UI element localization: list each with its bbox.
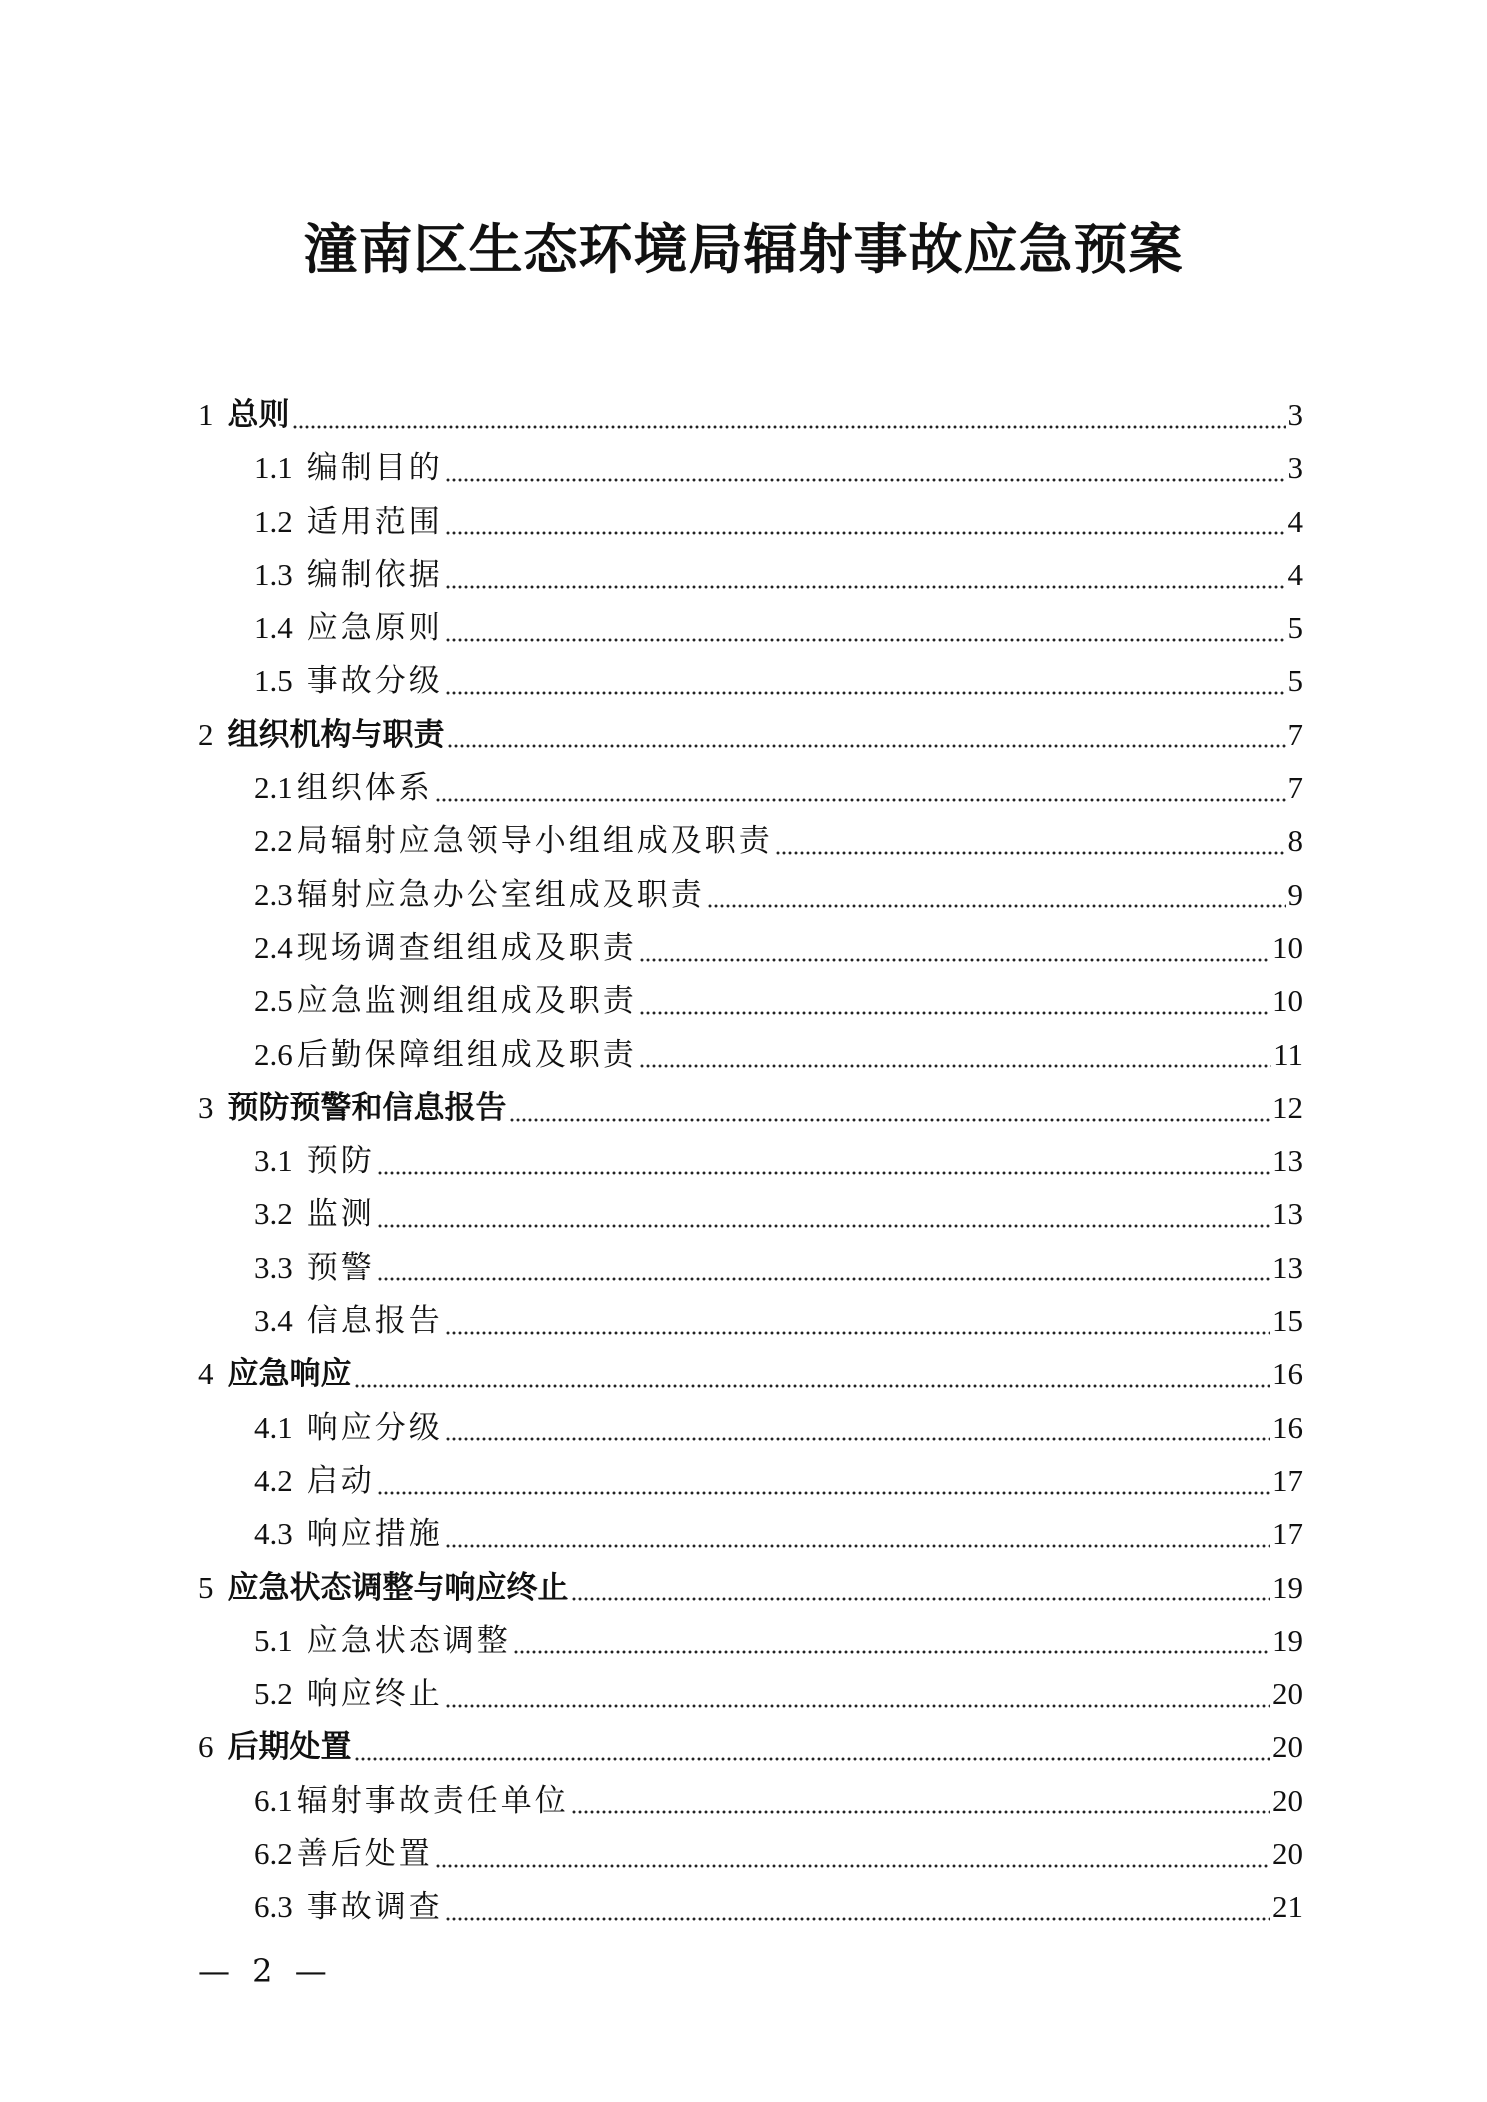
toc-dot-leader (445, 633, 1286, 643)
toc-entry-page: 16 (1272, 1409, 1303, 1445)
toc-entry-label: 后期处置 (227, 1729, 352, 1766)
toc-section-entry[interactable] (198, 1294, 1303, 1347)
toc-section-entry[interactable] (198, 1827, 1303, 1880)
toc-section-entry[interactable] (198, 654, 1303, 707)
toc-section-entry[interactable] (198, 1880, 1303, 1933)
toc-section-entry[interactable] (198, 1187, 1303, 1240)
toc-entry-label: 应急状态调整 (306, 1622, 511, 1659)
toc-entry-label: 编制目的 (306, 450, 443, 487)
page-number: — 2 — (198, 1952, 333, 1990)
toc-entry-number: 4 (198, 1356, 214, 1392)
toc-dot-leader (292, 420, 1286, 430)
toc-entry-page: 10 (1272, 929, 1303, 965)
toc-entry-page: 3 (1287, 397, 1303, 432)
toc-dot-leader (445, 526, 1286, 536)
toc-entry-label: 辐射应急办公室组成及职责 (296, 876, 705, 913)
toc-entry-label: 预防 (306, 1143, 375, 1180)
toc-entry-page: 4 (1287, 503, 1303, 539)
toc-entry-page: 3 (1287, 450, 1303, 486)
toc-dot-leader (513, 1645, 1270, 1655)
toc-entry-number: 4.2 (254, 1462, 293, 1498)
toc-entry-page: 9 (1287, 876, 1303, 912)
toc-section-entry[interactable] (198, 1241, 1303, 1294)
toc-entry-label: 组织机构与职责 (227, 716, 445, 753)
toc-entry-number: 2.5 (254, 983, 293, 1019)
toc-entry-number: 2.1 (254, 770, 293, 806)
toc-dot-leader (354, 1379, 1271, 1389)
toc-dot-leader (445, 1699, 1270, 1709)
toc-entry-number: 2.6 (254, 1036, 293, 1072)
toc-entry-number: 3.4 (254, 1303, 293, 1339)
toc-entry-label: 响应终止 (306, 1676, 443, 1713)
toc-dot-leader (445, 473, 1286, 483)
toc-section-entry[interactable] (198, 601, 1303, 654)
toc-section-entry[interactable] (198, 1774, 1303, 1827)
toc-dot-leader (571, 1592, 1271, 1602)
toc-dot-leader (707, 899, 1286, 909)
toc-dot-leader (447, 739, 1286, 749)
toc-entry-number: 1.3 (254, 556, 293, 592)
toc-entry-number: 1 (198, 397, 214, 432)
toc-entry-label: 事故分级 (306, 663, 443, 700)
toc-section-entry[interactable] (198, 1454, 1303, 1507)
toc-entry-label: 事故调查 (306, 1889, 443, 1926)
toc-dot-leader (445, 1326, 1270, 1336)
toc-entry-page: 15 (1272, 1303, 1303, 1339)
toc-entry-label: 适用范围 (306, 503, 443, 540)
toc-chapter-entry[interactable] (198, 708, 1303, 761)
toc-section-entry[interactable] (198, 495, 1303, 548)
toc-entry-number: 2.2 (254, 823, 293, 859)
toc-entry-number: 3 (198, 1089, 214, 1125)
toc-entry-page: 17 (1272, 1516, 1303, 1552)
toc-section-entry[interactable] (198, 1401, 1303, 1454)
document-title: 潼南区生态环境局辐射事故应急预案 (303, 217, 1184, 282)
toc-entry-page: 20 (1272, 1729, 1303, 1765)
toc-entry-number: 1.1 (254, 450, 293, 486)
toc-section-entry[interactable] (198, 1614, 1303, 1667)
toc-entry-number: 2.4 (254, 929, 293, 965)
table-of-contents (198, 388, 1303, 1934)
toc-dot-leader (435, 1859, 1270, 1869)
toc-entry-label: 应急状态调整与响应终止 (227, 1569, 569, 1606)
toc-section-entry[interactable] (198, 441, 1303, 494)
toc-entry-label: 现场调查组组成及职责 (296, 929, 637, 966)
toc-entry-label: 局辐射应急领导小组组成及职责 (296, 823, 773, 860)
toc-section-entry[interactable] (198, 814, 1303, 867)
toc-section-entry[interactable] (198, 1134, 1303, 1187)
toc-entry-page: 20 (1272, 1782, 1303, 1818)
toc-entry-page: 7 (1287, 716, 1303, 752)
toc-dot-leader (354, 1752, 1271, 1762)
toc-dot-leader (377, 1166, 1270, 1176)
toc-section-entry[interactable] (198, 868, 1303, 921)
toc-entry-number: 2.3 (254, 876, 293, 912)
toc-dot-leader (639, 953, 1270, 963)
toc-section-entry[interactable] (198, 1667, 1303, 1720)
toc-entry-number: 6.2 (254, 1836, 293, 1872)
toc-entry-number: 6.1 (254, 1782, 293, 1818)
toc-entry-label: 总则 (227, 397, 290, 433)
toc-entry-page: 12 (1272, 1089, 1303, 1125)
toc-entry-page: 13 (1272, 1249, 1303, 1285)
toc-dot-leader (775, 846, 1286, 856)
toc-entry-number: 1.5 (254, 663, 293, 699)
toc-entry-number: 6.3 (254, 1889, 293, 1925)
toc-entry-label: 监测 (306, 1196, 375, 1233)
toc-chapter-entry[interactable] (198, 1561, 1303, 1614)
toc-entry-number: 2 (198, 716, 214, 752)
toc-entry-page: 17 (1272, 1462, 1303, 1498)
toc-dot-leader (445, 686, 1286, 696)
toc-entry-page: 5 (1287, 610, 1303, 646)
toc-entry-label: 信息报告 (306, 1303, 443, 1340)
toc-dot-leader (377, 1486, 1270, 1496)
toc-entry-label: 启动 (306, 1462, 375, 1499)
toc-dot-leader (445, 580, 1286, 590)
toc-entry-label: 应急原则 (306, 610, 443, 647)
toc-entry-number: 5.1 (254, 1622, 293, 1658)
toc-entry-number: 1.4 (254, 610, 293, 646)
toc-entry-page: 20 (1272, 1676, 1303, 1712)
toc-entry-page: 20 (1272, 1836, 1303, 1872)
toc-entry-page: 11 (1273, 1036, 1303, 1072)
toc-entry-number: 3.2 (254, 1196, 293, 1232)
toc-entry-page: 5 (1287, 663, 1303, 699)
toc-entry-label: 善后处置 (296, 1836, 433, 1873)
toc-entry-label: 应急监测组组成及职责 (296, 983, 637, 1020)
toc-entry-number: 1.2 (254, 503, 293, 539)
toc-entry-label: 响应措施 (306, 1516, 443, 1553)
toc-entry-page: 21 (1272, 1889, 1303, 1925)
toc-dot-leader (639, 1006, 1270, 1016)
toc-entry-page: 4 (1287, 556, 1303, 592)
toc-entry-number: 4.3 (254, 1516, 293, 1552)
toc-dot-leader (435, 793, 1286, 803)
toc-section-entry[interactable] (198, 1028, 1303, 1081)
toc-dot-leader (509, 1113, 1271, 1123)
toc-chapter-entry[interactable] (198, 1347, 1303, 1400)
toc-chapter-entry[interactable] (198, 1081, 1303, 1134)
toc-entry-number: 5.2 (254, 1676, 293, 1712)
toc-section-entry[interactable] (198, 761, 1303, 814)
toc-entry-label: 编制依据 (306, 556, 443, 593)
toc-section-entry[interactable] (198, 548, 1303, 601)
toc-entry-page: 19 (1272, 1622, 1303, 1658)
toc-entry-page: 13 (1272, 1143, 1303, 1179)
toc-section-entry[interactable] (198, 1507, 1303, 1560)
toc-dot-leader (445, 1539, 1270, 1549)
toc-entry-number: 5 (198, 1569, 214, 1605)
toc-entry-label: 预防预警和信息报告 (227, 1089, 507, 1126)
toc-section-entry[interactable] (198, 921, 1303, 974)
toc-entry-page: 13 (1272, 1196, 1303, 1232)
toc-entry-page: 10 (1272, 983, 1303, 1019)
toc-entry-number: 4.1 (254, 1409, 293, 1445)
toc-dot-leader (639, 1059, 1271, 1069)
toc-entry-page: 19 (1272, 1569, 1303, 1605)
toc-entry-page: 7 (1287, 770, 1303, 806)
toc-dot-leader (571, 1805, 1270, 1815)
toc-section-entry[interactable] (198, 974, 1303, 1027)
toc-entry-page: 16 (1272, 1356, 1303, 1392)
toc-entry-label: 组织体系 (296, 770, 433, 807)
toc-entry-label: 辐射事故责任单位 (296, 1782, 569, 1819)
toc-entry-number: 3.1 (254, 1143, 293, 1179)
toc-chapter-entry[interactable] (198, 1720, 1303, 1773)
toc-entry-number: 6 (198, 1729, 214, 1765)
toc-dot-leader (377, 1272, 1270, 1282)
toc-entry-page: 8 (1287, 823, 1303, 859)
toc-entry-number: 3.3 (254, 1249, 293, 1285)
toc-dot-leader (377, 1219, 1270, 1229)
toc-entry-label: 响应分级 (306, 1409, 443, 1446)
toc-chapter-entry[interactable] (198, 388, 1303, 441)
toc-entry-label: 预警 (306, 1249, 375, 1286)
toc-entry-label: 应急响应 (227, 1356, 352, 1393)
toc-dot-leader (445, 1432, 1270, 1442)
toc-entry-label: 后勤保障组组成及职责 (296, 1036, 637, 1073)
toc-dot-leader (445, 1912, 1270, 1922)
